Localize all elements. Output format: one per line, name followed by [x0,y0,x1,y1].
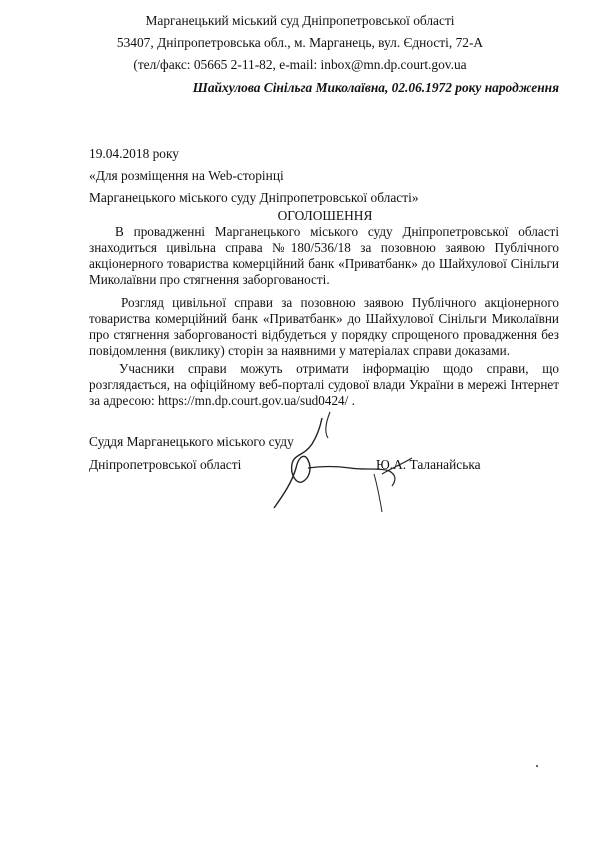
announcement-title: ОГОЛОШЕННЯ [277,208,373,223]
signature-title-line2: Дніпропетровської області [89,457,242,472]
document-date: 19.04.2018 року [89,146,180,161]
paragraph-3 [89,361,559,409]
signature-title-line1: Суддя Марганецького міського суду [89,434,294,449]
publication-note-line2: Марганецького міського суду Дніпропетровської області» [89,190,419,205]
paragraph-2 [89,295,559,359]
judge-name: Ю.А. Таланайська [376,457,481,472]
paragraph-1-text: В провадженні Марганецького міського суду Дніпропетровської області знаходиться цивільна справа №180/536/18 за позовною заявою Публічного акціонерного товариства комерційний банк «Приватбанк» до Шайхулової Сінільги Миколаївни про стягнення заборгованості. [89,224,559,287]
paragraph-1 [89,224,559,288]
publication-note-line1: «Для розміщення на Web-сторінці [89,168,284,183]
stray-mark [536,765,538,767]
court-name: Марганецький міський суд Дніпропетровської області [145,13,455,28]
handwritten-signature [262,408,422,518]
court-contacts: (тел/факс: 05665 2-11-82, e-mail: inbox@mn.dp.court.gov.ua [133,57,467,72]
court-address: 53407, Дніпропетровська обл., м. Марганець, вул. Єдності, 72-А [116,35,484,50]
addressee: Шайхулова Сінільга Миколаївна, 02.06.1972 року народження [192,80,559,95]
paragraph-2-text: Розгляд цивільної справи за позовною заявою Публічного акціонерного товариства комерційний банк «Приватбанк» до Шайхулової Сінільги Миколаївни про стягнення заборгованості відбудеться у порядку спрощеного провадження без повідомлення (виклику) сторін за наявними у матеріалах справи доказами. [89,295,559,358]
paragraph-3-text: Учасники справи можуть отримати інформацію щодо справи, що розглядається, на офіційному веб-порталі судової влади України в мережі Інтернет за адресою: https://mn.dp.court.gov.ua/sud0424/ . [89,361,559,408]
